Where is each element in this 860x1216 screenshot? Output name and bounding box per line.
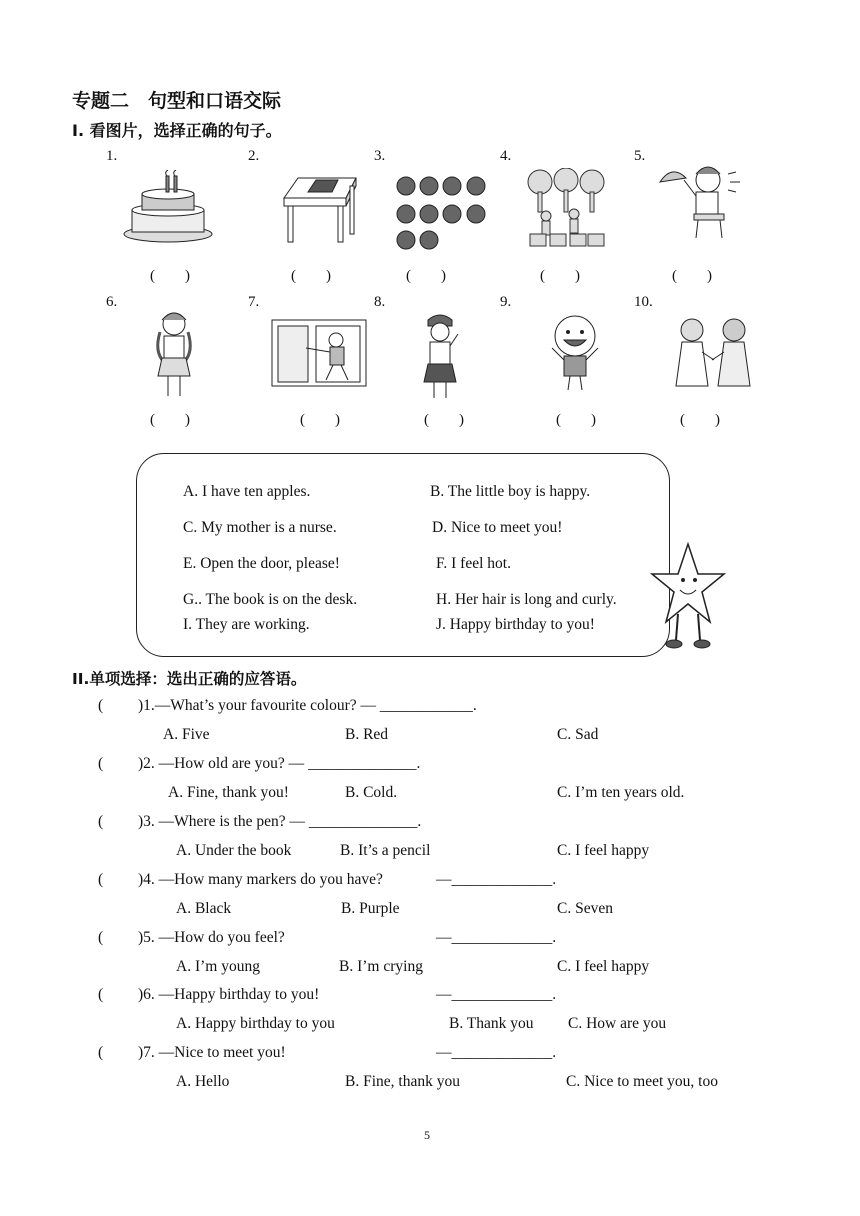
nurse-icon (420, 312, 462, 402)
answer-blank[interactable]: ( ) (406, 268, 446, 284)
page-title: 专题二 句型和口语交际 (72, 90, 282, 112)
option-b: B. The little boy is happy. (430, 483, 591, 500)
option-f: F. I feel hot. (436, 555, 511, 572)
desk-with-book-icon (276, 172, 360, 244)
item-number: 4. (500, 148, 512, 164)
option-c: C. My mother is a nurse. (183, 519, 337, 536)
choice-b[interactable]: B. Purple (341, 900, 400, 917)
choice-c[interactable]: C. I feel happy (557, 842, 650, 859)
option-g: G.. The book is on the desk. (183, 591, 358, 608)
question-text: )7. —Nice to meet you! (138, 1044, 286, 1061)
choice-a[interactable]: A. Fine, thank you! (168, 784, 289, 801)
answer-paren[interactable]: ( (98, 871, 104, 888)
choice-c[interactable]: C. How are you (568, 1015, 667, 1032)
choice-b[interactable]: B. Red (345, 726, 389, 743)
item-number: 10. (634, 294, 653, 310)
answer-paren[interactable]: ( (98, 986, 104, 1003)
choice-a[interactable]: A. Black (176, 900, 232, 917)
choice-c[interactable]: C. Nice to meet you, too (566, 1073, 718, 1090)
choice-a[interactable]: A. Happy birthday to you (176, 1015, 335, 1032)
question-text: )5. —How do you feel? (138, 929, 285, 946)
answer-paren[interactable]: ( (98, 755, 104, 772)
option-i: I. They are working. (183, 616, 310, 633)
item-number: 7. (248, 294, 260, 310)
answer-line[interactable]: —_____________. (436, 986, 557, 1003)
choice-a[interactable]: A. I’m young (176, 958, 260, 975)
option-j: J. Happy birthday to you! (436, 616, 595, 633)
item-number: 5. (634, 148, 646, 164)
two-women-shaking-hands-icon (668, 316, 760, 392)
choice-b[interactable]: B. Fine, thank you (345, 1073, 460, 1090)
choice-c[interactable]: C. I’m ten years old. (557, 784, 685, 801)
question-text: )2. —How old are you? — ______________. (138, 755, 421, 772)
choice-a[interactable]: A. Five (163, 726, 210, 743)
answer-paren[interactable]: ( (98, 813, 104, 830)
choice-b[interactable]: B. It’s a pencil (340, 842, 431, 859)
answer-blank[interactable]: ( ) (291, 268, 331, 284)
choice-a[interactable]: A. Hello (176, 1073, 230, 1090)
answer-blank[interactable]: ( ) (150, 268, 190, 284)
boy-fanning-hot-icon (656, 160, 750, 244)
item-number: 2. (248, 148, 260, 164)
question-text: )1.—What’s your favourite colour? — ____________. (138, 697, 477, 714)
choice-b[interactable]: B. Cold. (345, 784, 398, 801)
answer-blank[interactable]: ( ) (424, 412, 464, 428)
answer-blank[interactable]: ( ) (680, 412, 720, 428)
section1-heading: Ⅰ. 看图片，选择正确的句子。 (72, 121, 282, 140)
answer-blank[interactable]: ( ) (300, 412, 340, 428)
choice-c[interactable]: C. Sad (557, 726, 599, 743)
choice-c[interactable]: C. I feel happy (557, 958, 650, 975)
girl-opening-door-icon (270, 318, 368, 388)
item-number: 6. (106, 294, 118, 310)
answer-line[interactable]: —_____________. (436, 1044, 557, 1061)
answer-paren[interactable]: ( (98, 1044, 104, 1061)
answer-line[interactable]: —_____________. (436, 929, 557, 946)
ten-apples-icon (394, 172, 490, 252)
happy-boy-icon (548, 314, 602, 394)
choice-a[interactable]: A. Under the book (176, 842, 292, 859)
item-number: 3. (374, 148, 386, 164)
option-a: A. I have ten apples. (183, 483, 311, 500)
question-text: )3. —Where is the pen? — ______________. (138, 813, 422, 830)
item-number: 9. (500, 294, 512, 310)
answer-blank[interactable]: ( ) (556, 412, 596, 428)
answer-paren[interactable]: ( (98, 929, 104, 946)
girl-curly-hair-icon (152, 310, 196, 402)
choice-b[interactable]: B. I’m crying (339, 958, 423, 975)
question-text: )6. —Happy birthday to you! (138, 986, 320, 1003)
choice-b[interactable]: B. Thank you (449, 1015, 534, 1032)
section2-heading: II.单项选择：选出正确的应答语。 (72, 670, 307, 688)
answer-line[interactable]: —_____________. (436, 871, 557, 888)
star-mascot-icon (650, 540, 726, 652)
item-number: 1. (106, 148, 118, 164)
answer-blank[interactable]: ( ) (540, 268, 580, 284)
option-d: D. Nice to meet you! (432, 519, 563, 536)
page-number: 5 (424, 1128, 430, 1142)
question-text: )4. —How many markers do you have? (138, 871, 383, 888)
option-e: E. Open the door, please! (183, 555, 340, 572)
answer-blank[interactable]: ( ) (150, 412, 190, 428)
choice-c[interactable]: C. Seven (557, 900, 613, 917)
answer-blank[interactable]: ( ) (672, 268, 712, 284)
option-h: H. Her hair is long and curly. (436, 591, 617, 608)
answer-paren[interactable]: ( (98, 697, 104, 714)
birthday-cake-icon (122, 170, 214, 244)
item-number: 8. (374, 294, 386, 310)
people-working-icon (526, 168, 606, 254)
